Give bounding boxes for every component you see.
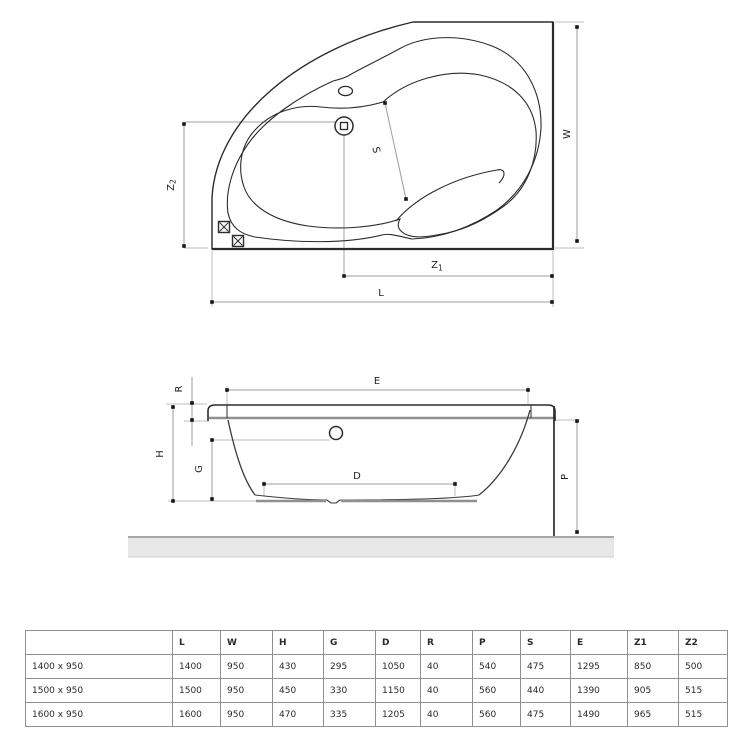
bottom-drain-notch <box>327 500 340 503</box>
column-header: D <box>376 631 421 655</box>
tub-wall-edges <box>212 22 553 249</box>
value-cell: 335 <box>324 703 376 727</box>
dim-endpoint <box>210 300 214 304</box>
dim-endpoint <box>190 401 194 405</box>
dim-label-w: W <box>562 129 573 139</box>
basin-left-wall <box>228 420 255 495</box>
dimension-z2 <box>166 122 186 248</box>
value-cell: 1390 <box>571 679 628 703</box>
dimension-p <box>560 419 579 534</box>
dim-label-s: S <box>369 145 382 155</box>
value-cell: 950 <box>221 703 273 727</box>
value-cell: 850 <box>628 655 679 679</box>
dim-label-z1: $Z_1$ <box>431 260 443 273</box>
size-cell: 1600 x 950 <box>26 703 173 727</box>
dim-label-r: R <box>174 385 185 393</box>
size-cell: 1500 x 950 <box>26 679 173 703</box>
tub-rim-inner-edge <box>227 38 541 242</box>
dim-label-g: G <box>194 465 205 473</box>
column-header: P <box>473 631 521 655</box>
value-cell: 500 <box>679 655 728 679</box>
column-header: Z1 <box>628 631 679 655</box>
value-cell: 40 <box>421 703 473 727</box>
dim-label-l: L <box>378 288 384 299</box>
dim-endpoint <box>550 274 554 278</box>
floor-band <box>128 537 614 557</box>
dim-label-p: P <box>560 473 571 481</box>
drain-outer-ring <box>335 117 353 135</box>
value-cell: 1205 <box>376 703 421 727</box>
value-cell: 295 <box>324 655 376 679</box>
dim-label-h: H <box>155 450 166 458</box>
column-header: W <box>221 631 273 655</box>
dim-endpoint <box>575 419 579 423</box>
dim-endpoint <box>210 438 214 442</box>
dim-endpoint <box>575 239 579 243</box>
dimension-g <box>194 438 214 501</box>
dimension-d <box>262 471 457 486</box>
dimensions-table <box>25 630 728 727</box>
value-cell: 330 <box>324 679 376 703</box>
column-header: R <box>421 631 473 655</box>
dimension-s <box>369 101 407 201</box>
overflow-icon <box>330 427 343 440</box>
top-view-extension-lines <box>184 22 584 307</box>
value-cell: 560 <box>473 703 521 727</box>
side-view-drawing <box>128 376 614 557</box>
jet-icon <box>233 236 244 247</box>
tub-outer-outline <box>212 22 553 249</box>
column-header: Z2 <box>679 631 728 655</box>
dim-endpoint <box>550 300 554 304</box>
basin-bottom-line <box>255 495 479 500</box>
value-cell: 515 <box>679 703 728 727</box>
faucet-hole-icon <box>339 86 353 95</box>
value-cell: 430 <box>273 655 324 679</box>
dim-endpoint <box>453 482 457 486</box>
dim-label-e: E <box>373 376 381 387</box>
basin-right-wall <box>479 410 530 495</box>
floor <box>128 537 614 557</box>
dim-label-d: D <box>353 471 361 482</box>
dimension-h <box>155 405 175 503</box>
dim-endpoint <box>225 388 229 392</box>
value-cell: 1295 <box>571 655 628 679</box>
dim-endpoint <box>383 101 387 105</box>
jet-icons <box>219 222 244 247</box>
column-header <box>26 631 173 655</box>
value-cell: 475 <box>521 703 571 727</box>
dimension-e <box>225 376 530 392</box>
dim-endpoint <box>404 197 408 201</box>
seat-step-line <box>396 170 504 221</box>
value-cell: 475 <box>521 655 571 679</box>
column-header: S <box>521 631 571 655</box>
value-cell: 440 <box>521 679 571 703</box>
dim-endpoint <box>210 497 214 501</box>
dim-endpoint <box>171 405 175 409</box>
value-cell: 965 <box>628 703 679 727</box>
dim-endpoint <box>190 418 194 422</box>
value-cell: 1050 <box>376 655 421 679</box>
column-header: E <box>571 631 628 655</box>
value-cell: 450 <box>273 679 324 703</box>
value-cell: 40 <box>421 679 473 703</box>
value-cell: 1400 <box>173 655 221 679</box>
dim-line <box>385 103 406 199</box>
value-cell: 905 <box>628 679 679 703</box>
column-header: L <box>173 631 221 655</box>
size-cell: 1400 x 950 <box>26 655 173 679</box>
top-view-drawing <box>166 22 584 307</box>
value-cell: 1490 <box>571 703 628 727</box>
table-row <box>26 655 728 679</box>
value-cell: 470 <box>273 703 324 727</box>
table-row <box>26 703 728 727</box>
dim-endpoint <box>575 530 579 534</box>
jet-icon <box>219 222 230 233</box>
value-cell: 1500 <box>173 679 221 703</box>
dimension-l <box>210 288 554 304</box>
dimensions-table-section <box>25 630 728 727</box>
dimension-z1 <box>342 260 554 278</box>
dim-label-z2: $Z_2$ <box>166 179 178 191</box>
dim-endpoint <box>575 25 579 29</box>
dim-endpoint <box>171 499 175 503</box>
value-cell: 1600 <box>173 703 221 727</box>
dim-endpoint <box>182 244 186 248</box>
dim-endpoint <box>182 122 186 126</box>
dim-endpoint <box>342 274 346 278</box>
value-cell: 950 <box>221 655 273 679</box>
dimension-w <box>562 25 579 243</box>
table-row <box>26 679 728 703</box>
value-cell: 540 <box>473 655 521 679</box>
column-header: H <box>273 631 324 655</box>
dim-endpoint <box>526 388 530 392</box>
value-cell: 40 <box>421 655 473 679</box>
value-cell: 1150 <box>376 679 421 703</box>
basin-water-edge <box>241 73 537 237</box>
table-header-row <box>26 631 728 655</box>
value-cell: 560 <box>473 679 521 703</box>
value-cell: 950 <box>221 679 273 703</box>
column-header: G <box>324 631 376 655</box>
drain-icon <box>335 117 353 135</box>
dimension-r <box>174 377 194 446</box>
value-cell: 515 <box>679 679 728 703</box>
dim-endpoint <box>262 482 266 486</box>
